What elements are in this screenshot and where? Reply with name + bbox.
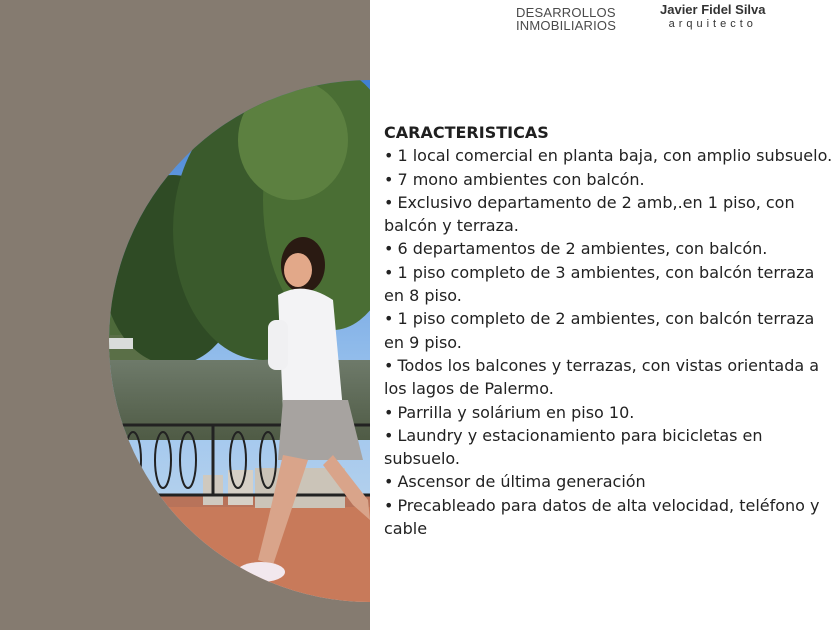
architect-name: Javier Fidel Silva xyxy=(660,2,766,17)
left-panel xyxy=(0,0,370,630)
list-item xyxy=(384,237,834,260)
list-item xyxy=(384,144,834,167)
list-item-text: Laundry y estacionamiento para bicicletas en subsuelo. xyxy=(384,425,763,469)
list-item xyxy=(384,261,834,308)
list-item-text: 7 mono ambientes con balcón. xyxy=(397,169,645,189)
list-item-text: Ascensor de última generación xyxy=(397,472,646,492)
bullet-icon: • xyxy=(384,495,394,515)
list-item xyxy=(384,424,834,471)
list-item xyxy=(384,168,834,191)
architect-logo xyxy=(660,2,766,31)
features-list xyxy=(384,144,834,540)
list-item-text: Todos los balcones y terrazas, con vistas orientada a los lagos de Palermo. xyxy=(384,355,820,399)
bullet-icon: • xyxy=(384,425,394,445)
developer-line1: DESARROLLOS xyxy=(516,5,616,20)
bullet-icon: • xyxy=(384,472,394,492)
bullet-icon: • xyxy=(384,146,394,166)
list-item-text: 1 local comercial en planta baja, con amplio subsuelo. xyxy=(397,146,833,166)
list-item xyxy=(384,191,834,238)
developer-logo xyxy=(516,6,616,32)
bullet-icon: • xyxy=(384,309,394,329)
architect-role: arquitecto xyxy=(668,18,757,30)
right-panel xyxy=(370,0,840,630)
list-item xyxy=(384,307,834,354)
jogging-photo xyxy=(33,80,370,602)
list-item xyxy=(384,354,834,401)
bullet-icon: • xyxy=(384,355,394,375)
list-item xyxy=(384,470,834,493)
list-item-text: 1 piso completo de 3 ambientes, con balcón terraza en 8 piso. xyxy=(384,262,815,306)
developer-line2: INMOBILIARIOS xyxy=(516,18,617,33)
bullet-icon: • xyxy=(384,402,394,422)
list-item-text: Exclusivo departamento de 2 amb,.en 1 piso, con balcón y terraza. xyxy=(384,192,795,236)
list-item-text: 1 piso completo de 2 ambientes, con balcón terraza en 9 piso. xyxy=(384,309,815,352)
features-section xyxy=(384,121,834,540)
list-item xyxy=(384,494,834,541)
bullet-icon: • xyxy=(384,192,394,212)
features-title: CARACTERISTICAS xyxy=(384,123,549,142)
list-item-text: Parrilla y solárium en piso 10. xyxy=(397,402,635,422)
list-item xyxy=(384,401,834,424)
bullet-icon: • xyxy=(384,239,394,259)
bullet-icon: • xyxy=(384,169,394,189)
list-item-text: Precableado para datos de alta velocidad, teléfono y cable xyxy=(384,495,820,539)
bullet-icon: • xyxy=(384,262,394,282)
list-item-text: 6 departamentos de 2 ambientes, con balcón. xyxy=(397,239,768,259)
